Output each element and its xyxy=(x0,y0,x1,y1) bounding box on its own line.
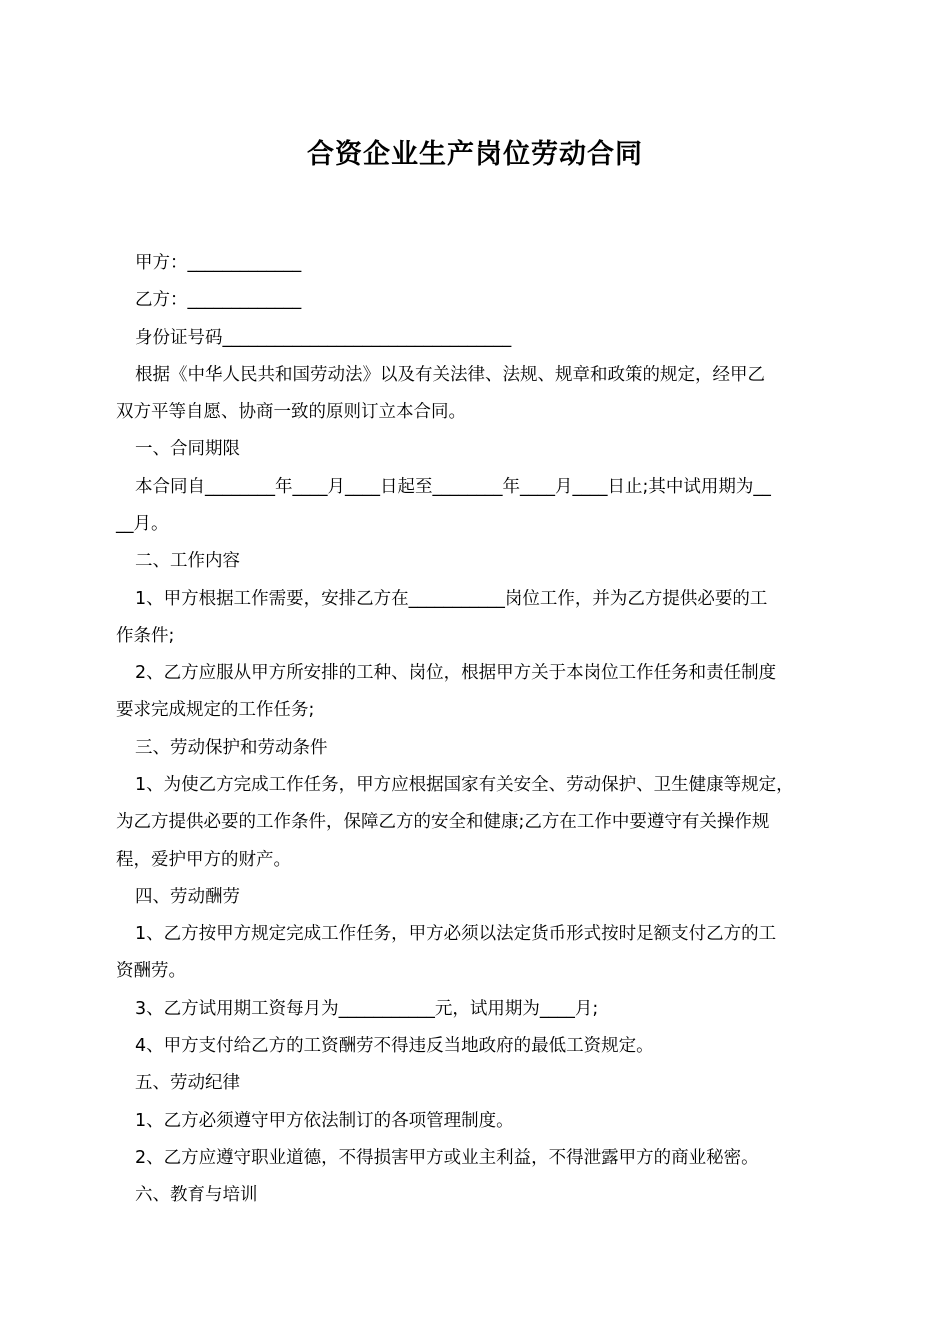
document-title: 合资企业生产岗位劳动合同 xyxy=(307,139,643,170)
party-b-line: 乙方：_____________ xyxy=(135,290,302,310)
section-heading: 五、劳动纪律 xyxy=(135,1073,240,1093)
paragraph-line: 1、乙方按甲方规定完成工作任务，甲方必须以法定货币形式按时足额支付乙方的工 xyxy=(135,924,777,944)
paragraph-line: 本合同自________年____月____日起至________年____月____日止;其中试用期为__ xyxy=(135,477,771,497)
paragraph-line: 1、甲方根据工作需要，安排乙方在___________岗位工作，并为乙方提供必要的工 xyxy=(135,589,768,609)
paragraph-line: 作条件; xyxy=(116,626,175,646)
paragraph-line: 2、乙方应遵守职业道德，不得损害甲方或业主利益，不得泄露甲方的商业秘密。 xyxy=(135,1148,759,1168)
section-heading: 二、工作内容 xyxy=(135,551,240,571)
paragraph-line: 4、甲方支付给乙方的工资酬劳不得违反当地政府的最低工资规定。 xyxy=(135,1036,654,1056)
section-heading: 一、合同期限 xyxy=(135,439,240,459)
paragraph-line: 根据《中华人民共和国劳动法》以及有关法律、法规、规章和政策的规定，经甲乙 xyxy=(135,365,765,385)
paragraph-line: 3、乙方试用期工资每月为___________元，试用期为____月; xyxy=(135,999,599,1019)
paragraph-line: 1、乙方必须遵守甲方依法制订的各项管理制度。 xyxy=(135,1111,514,1131)
paragraph-line: 要求完成规定的工作任务; xyxy=(116,700,315,720)
id-number-line: 身份证号码_________________________________ xyxy=(135,328,512,348)
section-heading: 三、劳动保护和劳动条件 xyxy=(135,738,328,758)
paragraph-line: 程，爱护甲方的财产。 xyxy=(116,850,291,870)
paragraph-line: 为乙方提供必要的工作条件，保障乙方的安全和健康;乙方在工作中要遵守有关操作规 xyxy=(116,812,770,832)
section-heading: 四、劳动酬劳 xyxy=(135,887,240,907)
paragraph-line: 2、乙方应服从甲方所安排的工种、岗位，根据甲方关于本岗位工作任务和责任制度 xyxy=(135,663,777,683)
paragraph-line: 双方平等自愿、协商一致的原则订立本合同。 xyxy=(116,402,466,422)
party-a-line: 甲方：_____________ xyxy=(135,253,302,273)
paragraph-line: __月。 xyxy=(116,514,169,534)
paragraph-line: 1、为使乙方完成工作任务，甲方应根据国家有关安全、劳动保护、卫生健康等规定， xyxy=(135,775,794,795)
paragraph-line: 资酬劳。 xyxy=(116,961,186,981)
section-heading: 六、教育与培训 xyxy=(135,1185,258,1205)
